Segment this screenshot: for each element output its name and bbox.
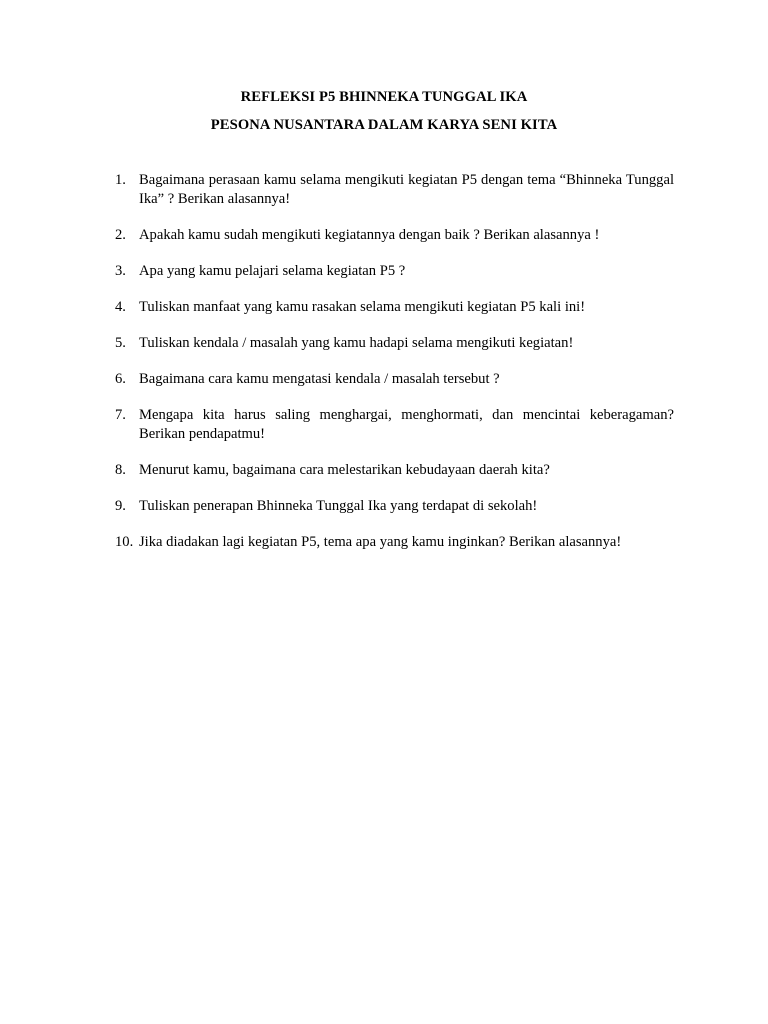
document-title: REFLEKSI P5 BHINNEKA TUNGGAL IKA	[240, 89, 528, 105]
question-item	[115, 226, 674, 245]
question-number: 1.	[115, 172, 126, 188]
question-list	[115, 171, 674, 569]
question-item	[115, 171, 674, 209]
question-text: Menurut kamu, bagaimana cara melestarikan kebudayaan daerah kita?	[139, 462, 550, 478]
question-item	[115, 461, 674, 480]
question-text: Apakah kamu sudah mengikuti kegiatannya dengan baik ? Berikan alasannya !	[139, 227, 600, 243]
question-text: Tuliskan manfaat yang kamu rasakan selama mengikuti kegiatan P5 kali ini!	[139, 299, 586, 315]
question-number: 10.	[115, 534, 134, 550]
question-number: 6.	[115, 371, 126, 387]
question-number: 8.	[115, 462, 126, 478]
question-number: 2.	[115, 227, 126, 243]
question-text: Tuliskan penerapan Bhinneka Tunggal Ika yang terdapat di sekolah!	[139, 498, 538, 514]
question-text: Mengapa kita harus saling menghargai, menghormati, dan mencintai keberagaman? Berikan pendapatmu!	[139, 407, 674, 442]
question-text: Bagaimana cara kamu mengatasi kendala / masalah tersebut ?	[139, 371, 500, 387]
question-item	[115, 406, 674, 444]
question-item	[115, 334, 674, 353]
question-number: 9.	[115, 498, 126, 514]
document-subtitle: PESONA NUSANTARA DALAM KARYA SENI KITA	[210, 117, 558, 133]
question-text: Apa yang kamu pelajari selama kegiatan P5 ?	[139, 263, 406, 279]
question-number: 4.	[115, 299, 126, 315]
question-text: Tuliskan kendala / masalah yang kamu hadapi selama mengikuti kegiatan!	[139, 335, 574, 351]
question-item	[115, 262, 674, 281]
question-text: Bagaimana perasaan kamu selama mengikuti kegiatan P5 dengan tema “Bhinneka Tunggal Ika” ? Berikan alasannya!	[139, 172, 674, 207]
question-number: 5.	[115, 335, 126, 351]
question-item	[115, 298, 674, 317]
question-number: 7.	[115, 407, 126, 423]
question-item	[115, 370, 674, 389]
question-item	[115, 533, 674, 552]
question-number: 3.	[115, 263, 126, 279]
question-item	[115, 497, 674, 516]
question-text: Jika diadakan lagi kegiatan P5, tema apa yang kamu inginkan? Berikan alasannya!	[139, 534, 622, 550]
